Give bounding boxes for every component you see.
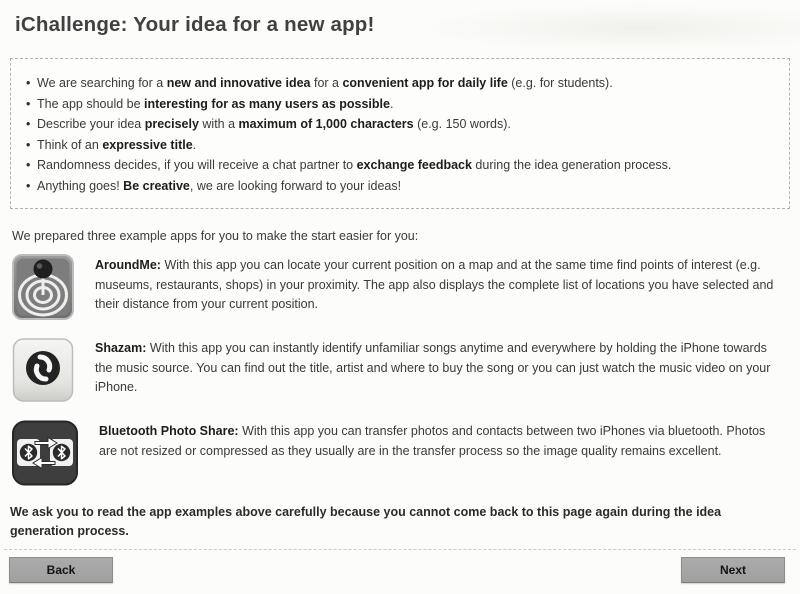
- app-example-row-bluetooth: [12, 420, 786, 486]
- bluetooth-share-icon: [12, 420, 78, 486]
- instruction-bullet: • Describe your idea precisely with a maximum of 1,000 characters (e.g. 150 words).: [25, 114, 775, 135]
- instruction-bullet: • We are searching for a new and innovative idea for a convenient app for daily life (e.g. for students).: [25, 73, 775, 94]
- instructions-box: [10, 58, 790, 209]
- app-example-description: AroundMe: With this app you can locate your current position on a map and at the same time find points of interest (e.g. museums, restaurants, shops) in your proximity. The app also displays the complete list of locations you have selected and their distance from your current position.: [95, 258, 774, 311]
- read-carefully-warning: We ask you to read the app examples above carefully because you cannot come back to this page again during the idea generation process.: [10, 505, 722, 538]
- instruction-bullet: • Think of an expressive title.: [25, 135, 775, 156]
- app-name: Shazam:: [95, 341, 147, 355]
- app-name: Bluetooth Photo Share:: [99, 424, 239, 438]
- app-example-description: Bluetooth Photo Share: With this app you can transfer photos and contacts between two iPhones via bluetooth. Photos are not resized or compressed as they usually are in the transfer process so the image quality remains excellent.: [99, 424, 766, 458]
- footer-navigation-bar: [4, 549, 796, 583]
- app-example-row-shazam: [12, 337, 786, 403]
- next-button[interactable]: Next: [681, 557, 785, 583]
- instruction-bullet: • Anything goes! Be creative, we are looking forward to your ideas!: [25, 176, 775, 197]
- examples-intro-text: We prepared three example apps for you to make the start easier for you:: [12, 229, 419, 243]
- app-example-row-aroundme: [12, 254, 786, 320]
- instruction-bullet: • The app should be interesting for as many users as possible.: [25, 94, 775, 115]
- instruction-bullet: • Randomness decides, if you will receive a chat partner to exchange feedback during the idea generation process.: [25, 155, 775, 176]
- app-name: AroundMe:: [95, 258, 161, 272]
- instructions-list: [25, 73, 775, 196]
- back-button[interactable]: Back: [9, 557, 113, 583]
- shazam-icon: [12, 337, 74, 403]
- app-example-description: Shazam: With this app you can instantly identify unfamiliar songs anytime and everywhere by holding the iPhone towards the music source. You can find out the title, artist and where to buy the song or you can just watch the music video on your iPhone.: [95, 341, 771, 394]
- aroundme-radar-icon: [12, 254, 74, 320]
- page-title: iChallenge: Your idea for a new app!: [15, 13, 375, 36]
